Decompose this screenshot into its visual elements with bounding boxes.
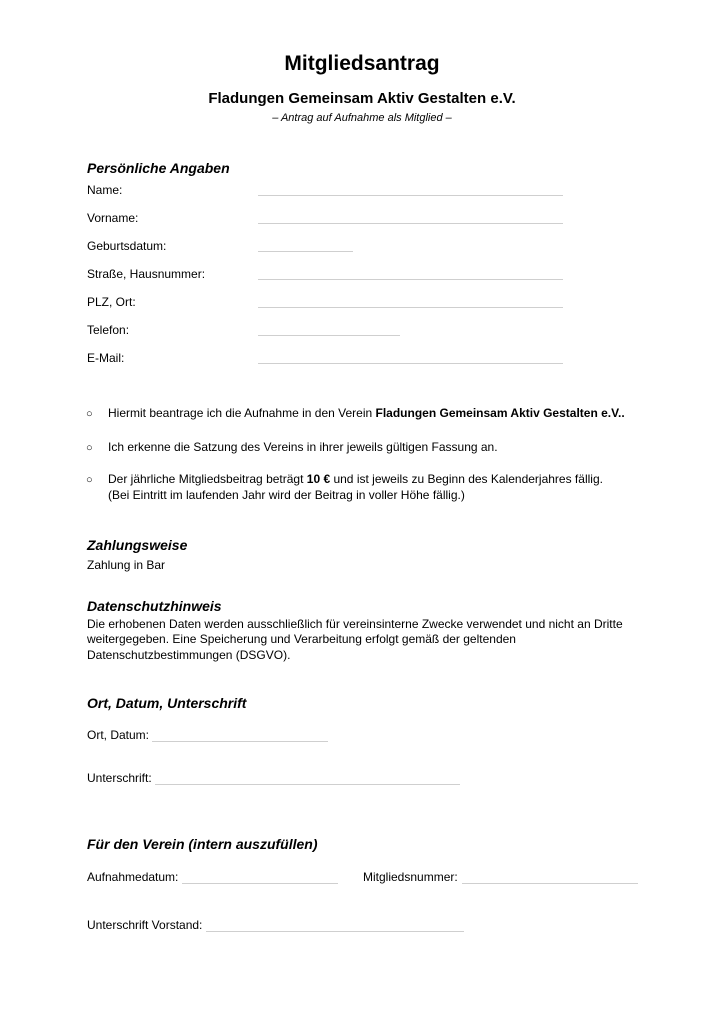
member-number-input-line[interactable]: [462, 883, 638, 884]
board-signature-label: Unterschrift Vorstand:: [87, 918, 203, 932]
privacy-text-line: Die erhobenen Daten werden ausschließlich für vereinsinterne Zwecke verwendet und nicht an Dritte: [87, 617, 623, 631]
statement-text: Der jährliche Mitgliedsbeitrag beträgt: [108, 472, 307, 486]
fee-amount: 10 €: [306, 472, 331, 486]
bullet-icon: ○: [86, 442, 93, 454]
place-date-label: Ort, Datum:: [87, 728, 150, 742]
statement-statute: Ich erkenne die Satzung des Vereins in ihrer jeweils gültigen Fassung an.: [108, 440, 498, 454]
signature-label: Unterschrift:: [87, 771, 152, 785]
organization-name: Fladungen Gemeinsam Aktiv Gestalten e.V.: [208, 90, 516, 107]
signature-input-line[interactable]: [155, 784, 460, 785]
field-label-plz-ort: PLZ, Ort:: [87, 295, 136, 309]
geburtsdatum-input-line[interactable]: [258, 251, 353, 252]
statement-org: Fladungen Gemeinsam Aktiv Gestalten e.V..: [375, 406, 625, 420]
plz-ort-input-line[interactable]: [258, 307, 563, 308]
page-title: Mitgliedsantrag: [284, 52, 440, 75]
privacy-heading: Datenschutzhinweis: [87, 598, 222, 614]
statement-text: Hiermit beantrage ich die Aufnahme in den Verein: [108, 406, 376, 420]
internal-heading: Für den Verein (intern auszufüllen): [87, 836, 318, 852]
statement-membership: [108, 406, 625, 420]
admission-date-label: Aufnahmedatum:: [87, 870, 179, 884]
email-input-line[interactable]: [258, 363, 563, 364]
payment-heading: Zahlungsweise: [87, 537, 188, 553]
name-input-line[interactable]: [258, 195, 563, 196]
field-label-telefon: Telefon:: [87, 323, 130, 337]
field-label-geburtsdatum: Geburtsdatum:: [87, 239, 167, 253]
telefon-input-line[interactable]: [258, 335, 400, 336]
payment-text: Zahlung in Bar: [87, 558, 166, 572]
privacy-text-line: Datenschutzbestimmungen (DSGVO).: [87, 648, 291, 662]
place-date-input-line[interactable]: [152, 741, 328, 742]
field-label-vorname: Vorname:: [87, 211, 139, 225]
vorname-input-line[interactable]: [258, 223, 563, 224]
signature-heading: Ort, Datum, Unterschrift: [87, 695, 247, 711]
board-signature-input-line[interactable]: [206, 931, 464, 932]
field-label-name: Name:: [87, 183, 123, 197]
bullet-icon: ○: [86, 474, 93, 486]
privacy-text-line: weitergegeben. Eine Speicherung und Verarbeitung erfolgt gemäß der geltenden: [87, 632, 516, 646]
statement-text: und ist jeweils zu Beginn des Kalenderjahres fällig.: [330, 472, 603, 486]
strasse-input-line[interactable]: [258, 279, 563, 280]
field-label-email: E-Mail:: [87, 351, 125, 365]
field-label-strasse: Straße, Hausnummer:: [87, 267, 206, 281]
admission-date-input-line[interactable]: [182, 883, 338, 884]
member-number-label: Mitgliedsnummer:: [363, 870, 458, 884]
bullet-icon: ○: [86, 408, 93, 420]
statement-fee: [108, 472, 603, 486]
statement-fee-note: (Bei Eintritt im laufenden Jahr wird der Beitrag in voller Höhe fällig.): [108, 488, 465, 502]
personal-heading: Persönliche Angaben: [87, 160, 230, 176]
subtitle: – Antrag auf Aufnahme als Mitglied –: [272, 112, 452, 124]
